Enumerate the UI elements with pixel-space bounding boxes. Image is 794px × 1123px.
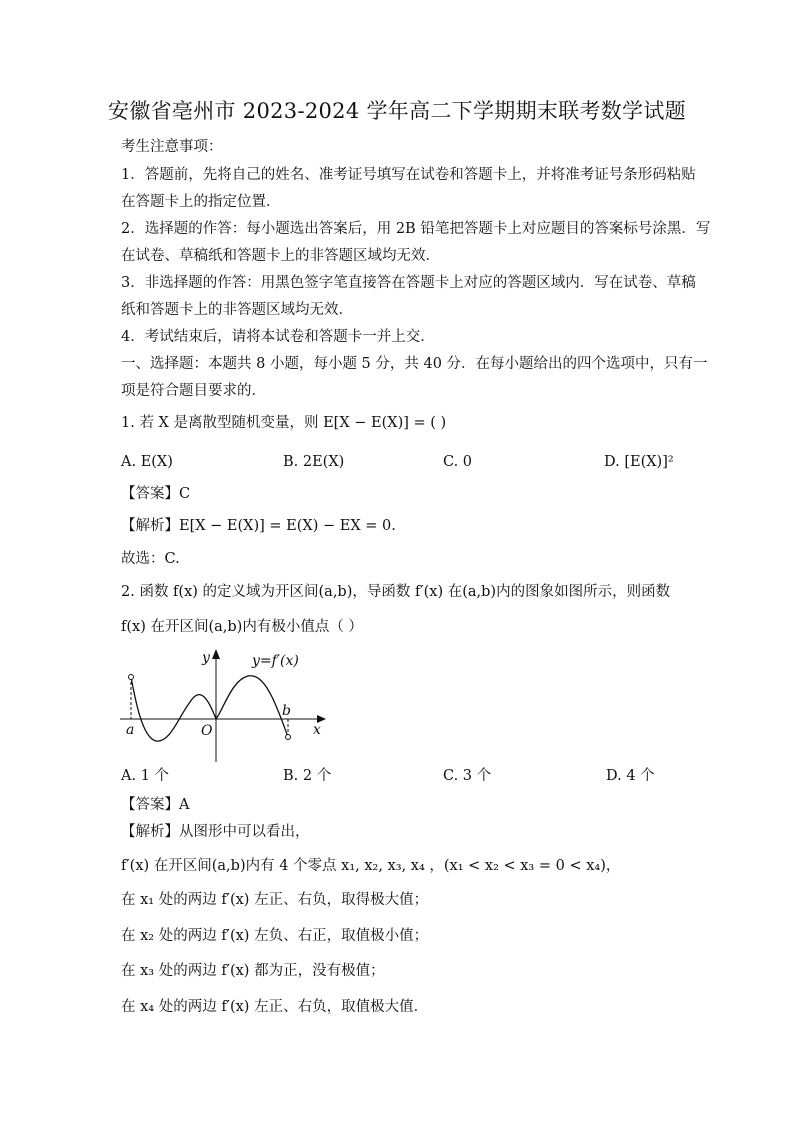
notice-line: 在答题卡上的指定位置． (121, 194, 281, 210)
notice-line: 1．答题前，先将自己的姓名、准考证号填写在试卷和答题卡上，并将准考证号条形码粘贴 (121, 167, 696, 183)
page-title: 安徽省亳州市 2023-2024 学年高二下学期期末联考数学试题 (108, 99, 686, 123)
y-label: y (202, 650, 210, 666)
q2-answer: 【答案】A (121, 797, 190, 813)
q2-option-b: B. 2 个 (283, 768, 332, 784)
q1-option-b: B. 2E(X) (283, 454, 345, 470)
q1-option-a: A. E(X) (121, 454, 173, 470)
y-axis-arrow (212, 649, 220, 659)
curve-label: y=f′(x) (252, 653, 299, 669)
q1-option-c: C. 0 (443, 454, 473, 470)
notice-heading: 考生注意事项： (121, 139, 223, 155)
q1-option-d: D. [E(X)]² (604, 454, 674, 470)
q2-option-a: A. 1 个 (121, 768, 170, 784)
endpoint-b (286, 735, 291, 740)
q2-analysis-head: 【解析】从图形中可以看出， (121, 824, 310, 840)
endpoint-a (129, 675, 134, 680)
q2-analysis-line: 在 x₁ 处的两边 f′(x) 左正、右负，取得极大值； (121, 892, 429, 908)
section-heading-cont: 项是符合题目要求的． (121, 383, 266, 399)
a-label: a (126, 722, 135, 738)
notice-line: 2．选择题的作答：每小题选出答案后，用 2B 铅笔把答题卡上对应题目的答案标号涂黑．写 (121, 221, 711, 237)
question-1-stem: 1. 若 X 是离散型随机变量，则 E[X − E(X)] = ( ) (121, 415, 447, 431)
q1-analysis: 【解析】E[X − E(X)] = E(X) − EX = 0. (121, 518, 396, 534)
notice-line: 4．考试结束后，请将本试卷和答题卡一并上交． (121, 329, 435, 345)
q1-answer: 【答案】C (121, 486, 191, 502)
notice-line: 在试卷、草稿纸和答题卡上的非答题区域均无效． (121, 248, 440, 264)
q1-conclusion: 故选：C. (121, 551, 180, 567)
notice-line: 3．非选择题的作答：用黑色签字笔直接答在答题卡上对应的答题区域内．写在试卷、草稿 (121, 275, 696, 291)
q2-option-c: C. 3 个 (443, 768, 492, 784)
q2-analysis-line: 在 x₄ 处的两边 f′(x) 左正、右负，取值极大值． (121, 999, 429, 1015)
origin-label: O (201, 723, 213, 739)
q2-analysis-line: 在 x₂ 处的两边 f′(x) 左负、右正，取值极小值； (121, 928, 429, 944)
q2-analysis-line: 在 x₃ 处的两边 f′(x) 都为正，没有极值； (121, 963, 385, 979)
x-label: x (313, 722, 321, 738)
notice-line: 纸和答题卡上的非答题区域均无效． (121, 302, 353, 318)
question-2-stem: 2. 函数 f(x) 的定义域为开区间(a,b)，导函数 f′(x) 在(a,b)内的图象如图所示，则函数 (121, 584, 671, 600)
q2-analysis-line: f′(x) 在开区间(a,b)内有 4 个零点 x₁, x₂, x₃, x₄ ，(x₁ < x₂ < x₃ = 0 < x₄)， (121, 858, 621, 874)
q2-option-d: D. 4 个 (606, 768, 655, 784)
b-label: b (282, 703, 291, 719)
section-heading: 一、选择题：本题共 8 小题，每小题 5 分，共 40 分．在每小题给出的四个选项中，只有一 (121, 356, 708, 372)
derivative-graph (118, 640, 338, 765)
question-2-stem-cont: f(x) 在开区间(a,b)内有极小值点（ ） (121, 619, 363, 635)
